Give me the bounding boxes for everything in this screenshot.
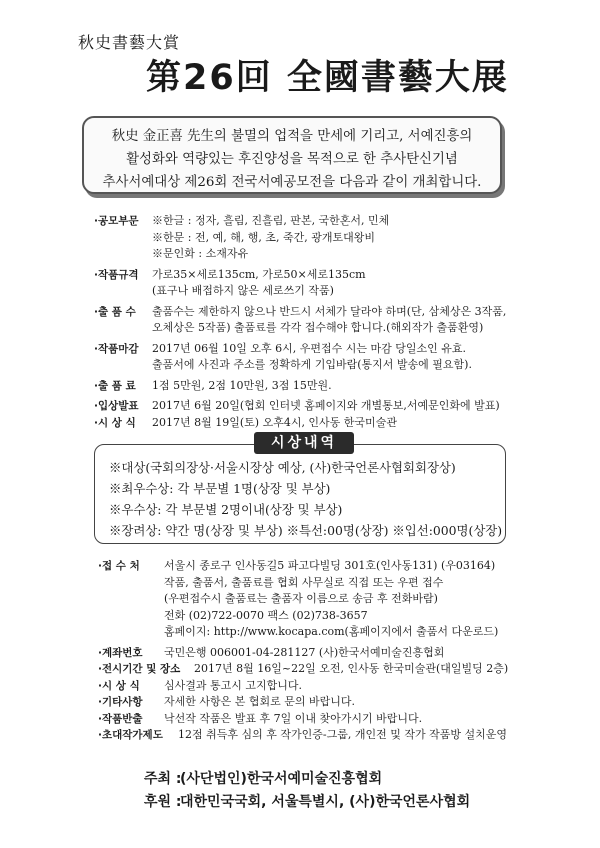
sponsor-label: 후원 : <box>144 794 182 810</box>
detail-line: 1점 5만원, 2점 10만원, 3점 15만원. <box>152 378 332 392</box>
info-value: 낙선작 작품은 발표 후 7일 이내 찾아가시기 바랍니다. <box>164 711 423 725</box>
info-account <box>98 645 588 662</box>
detail-deadline <box>94 341 584 374</box>
detail-label: ·시 상 식 <box>94 416 136 429</box>
info-label: ·시 상 식 <box>98 679 140 692</box>
info-label: ·초대작가제도 <box>98 729 163 741</box>
detail-size <box>94 267 584 300</box>
info-value: 자세한 사항은 본 협회로 문의 바랍니다. <box>164 695 355 708</box>
prize-line: ※우수상: 각 부문별 2명이내(상장 및 부상) <box>109 502 343 517</box>
sponsor-line <box>144 791 470 814</box>
detail-fee <box>94 378 584 395</box>
info-line: 작품, 출품서, 출품료를 협회 사무실로 직접 또는 우편 접수 <box>164 575 444 589</box>
detail-label: ·작품규격 <box>94 268 139 281</box>
info-label: ·작품반출 <box>98 712 143 725</box>
info-line: 전화 (02)722-0070 팩스 (02)738-3657 <box>164 608 368 622</box>
detail-announcement <box>94 398 584 415</box>
detail-line: 가로35×세로135cm, 가로50×세로135cm <box>152 267 366 281</box>
info-line: 서울시 종로구 인사동길5 파고다빌딩 301호(인사동131) (우03164) <box>164 559 496 572</box>
info-value: 2017년 8월 16일~22일 오전, 인사동 한국미술관(대일빌딩 2층) <box>194 662 509 675</box>
detail-label: ·작품마감 <box>94 342 139 355</box>
detail-line: ※한글 : 정자, 흘림, 진흘림, 판본, 국한혼서, 민체 <box>152 214 390 227</box>
info-other <box>98 694 588 711</box>
info-label: ·기타사항 <box>98 696 143 708</box>
details-section <box>94 213 584 431</box>
intro-line: 추사서예대상 제26회 전국서예공모전을 다음과 같이 개최합니다. <box>102 175 482 190</box>
footer <box>144 768 470 814</box>
prize-line: ※장려상: 약간 명(상장 및 부상) ※특선:00명(상장) ※입선:000명(상장) <box>109 523 503 538</box>
detail-line: 2017년 8월 19일(토) 오후4시, 인사동 한국미술관 <box>152 415 397 429</box>
detail-line: 출품서에 사진과 주소를 정확하게 기입바람(통지서 발송에 필요함). <box>152 358 472 371</box>
host-name: (사단법인)한국서예미술진흥협회 <box>180 771 383 787</box>
info-label: ·접 수 처 <box>98 560 140 572</box>
prize-line: ※최우수상: 각 부문별 1명(상장 및 부상) <box>109 481 331 496</box>
intro-line: 秋史 金正喜 先生의 불멸의 업적을 만세에 기리고, 서예진흥의 <box>111 129 473 144</box>
detail-line: 2017년 6월 20일(협회 인터넷 홈페이지와 개별통보,서예문인화에 발표) <box>152 399 500 412</box>
info-line: (우편접수시 출품료는 출품자 이름으로 송금 후 전화바람) <box>164 592 438 605</box>
prize-box <box>94 444 506 544</box>
award-name: 秋史書藝大賞 <box>78 33 181 52</box>
info-invited-artist <box>98 727 588 744</box>
info-ceremony <box>98 678 588 695</box>
detail-value <box>152 213 584 263</box>
info-value: 심사결과 통고시 고지합니다. <box>164 678 303 692</box>
detail-line: 오체상은 5작품) 출품료를 각각 접수해야 합니다.(해외작가 출품환영) <box>152 321 484 334</box>
detail-value <box>152 267 584 300</box>
host-label: 주최 : <box>144 771 182 787</box>
detail-line: ※문인화 : 소재자유 <box>152 247 249 260</box>
detail-value <box>152 398 584 415</box>
info-value <box>164 558 588 641</box>
detail-value <box>152 378 584 395</box>
info-line: 홈페이지: http://www.kocapa.com(홈페이지에서 출품서 다운로드) <box>164 625 499 638</box>
detail-count <box>94 304 584 337</box>
detail-value <box>152 304 584 337</box>
intro-line: 활성화와 역량있는 후진양성을 목적으로 한 추사탄신기념 <box>126 152 458 167</box>
info-value: 국민은행 006001-04-281127 (사)한국서예미술진흥협회 <box>164 645 445 659</box>
detail-label: ·출 품 수 <box>94 305 136 318</box>
prize-line: ※대상(국회의장상·서울시장상 예상, (사)한국언론사협회회장상) <box>109 460 456 475</box>
detail-label: ·입상발표 <box>94 400 139 412</box>
host-line <box>144 768 470 791</box>
info-reception <box>98 558 588 641</box>
info-section <box>98 558 588 744</box>
detail-ceremony <box>94 415 584 432</box>
detail-value <box>152 415 584 432</box>
sponsor-names: 대한민국국회, 서울특별시, (사)한국언론사협회 <box>180 794 471 810</box>
detail-line: 2017년 06월 10일 오후 6시, 우편접수 시는 마감 당일소인 유효. <box>152 341 466 355</box>
detail-category <box>94 213 584 263</box>
info-return <box>98 711 588 728</box>
detail-line: 출품수는 제한하지 않으나 반드시 서체가 달라야 하며(단, 삼체상은 3작품, <box>152 304 507 318</box>
detail-line: ※한문 : 전, 예, 해, 행, 초, 죽간, 광개토대왕비 <box>152 230 376 244</box>
info-value: 12점 취득후 심의 후 작가인증-그룹, 개인전 및 작가 작품방 설치운영 <box>178 728 507 741</box>
page-title: 第26回 全國書藝大展 <box>146 58 509 98</box>
intro-box <box>82 116 502 194</box>
detail-line: (표구나 배접하지 않은 세로쓰기 작품) <box>152 284 334 297</box>
detail-label: ·출 품 료 <box>94 379 136 392</box>
prize-section-title: 시상내역 <box>254 432 354 454</box>
info-label: ·계좌번호 <box>98 646 143 659</box>
info-label: ·전시기간 및 장소 <box>98 663 181 675</box>
detail-value <box>152 341 584 374</box>
info-exhibition <box>98 661 588 678</box>
detail-label: ·공모부문 <box>94 215 139 227</box>
